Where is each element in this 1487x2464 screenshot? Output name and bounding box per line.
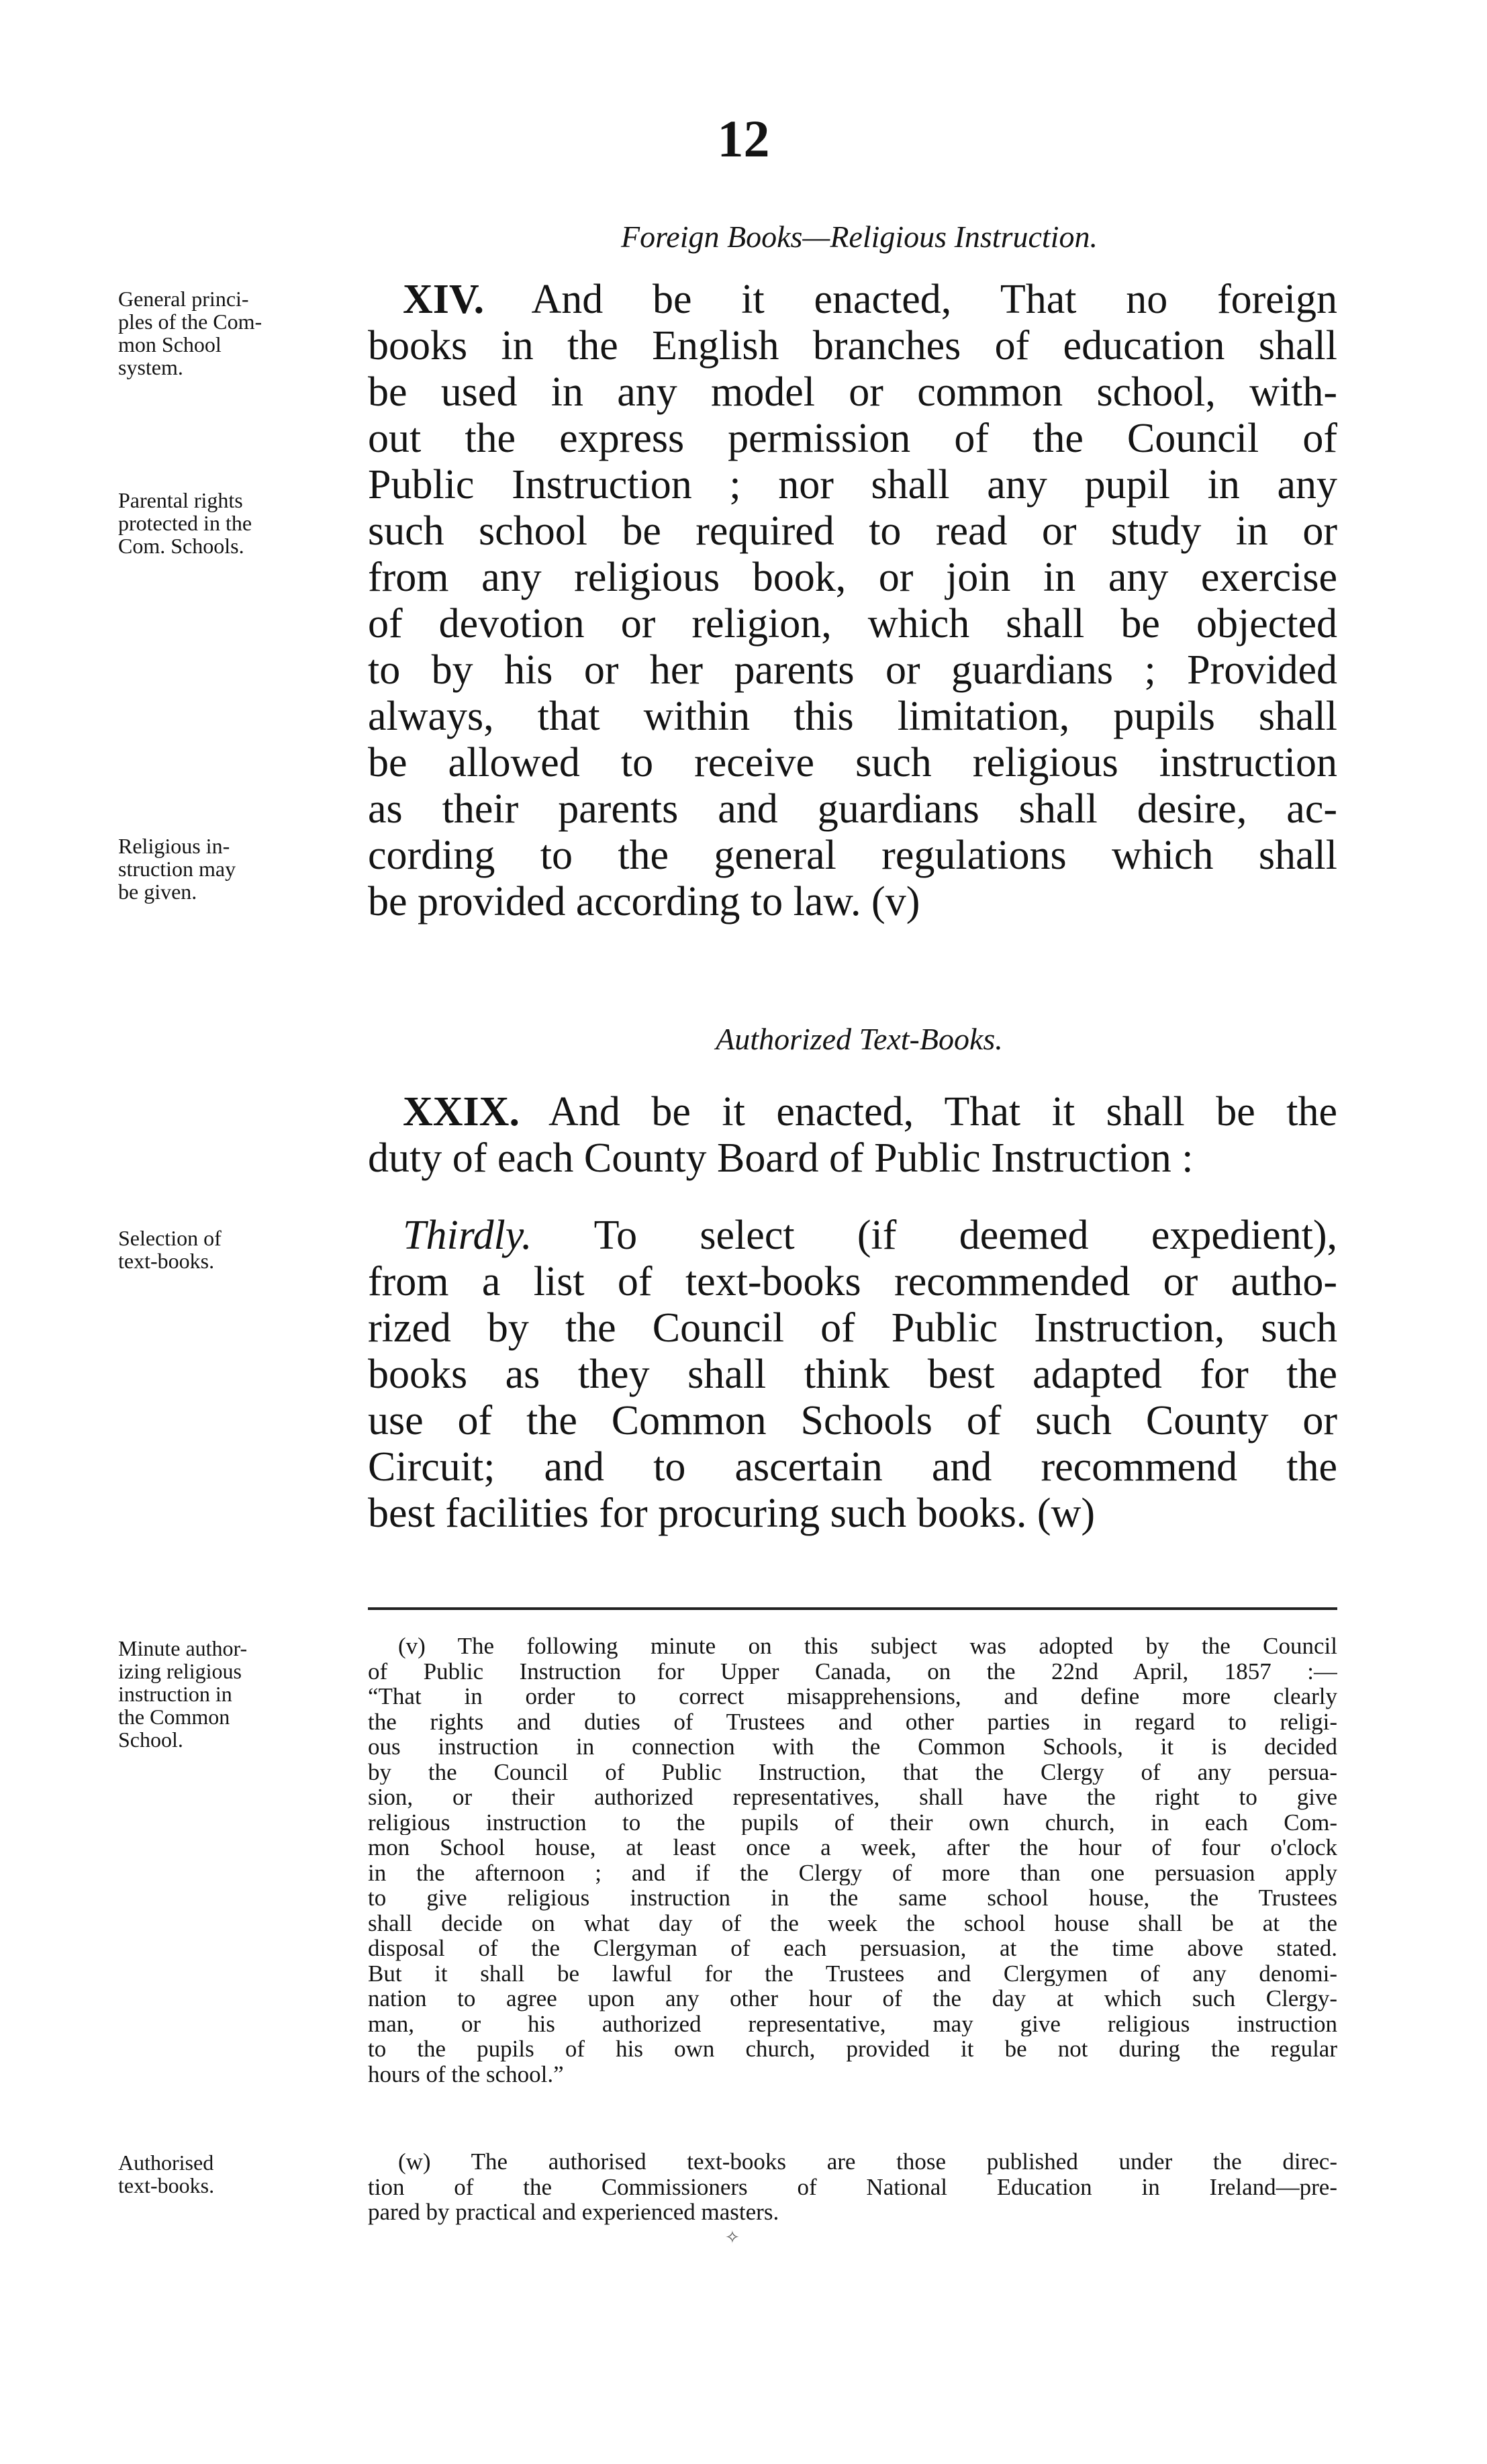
footnote-line: “That in order to correct misapprehensions, and define more clearly bbox=[368, 1684, 1337, 1709]
footnote-w bbox=[368, 2149, 1337, 2225]
footnote-line: hours of the school.” bbox=[368, 2061, 564, 2087]
body-line: XIV. And be it enacted, That no foreign bbox=[403, 277, 1337, 322]
footnote-line: the rights and duties of Trustees and other parties in regard to religi- bbox=[368, 1709, 1337, 1734]
footnote-divider bbox=[368, 1607, 1337, 1610]
footnote-line: shall decide on what day of the week the school house shall be at the bbox=[368, 1910, 1337, 1936]
footnote-line: to the pupils of his own church, provided it be not during the regular bbox=[368, 2036, 1337, 2062]
section-numeral: XXIX. bbox=[403, 1089, 520, 1135]
running-head-authorized-text-books: Authorized Text-Books. bbox=[716, 1022, 1003, 1056]
body-line: as their parents and guardians shall desire, ac- bbox=[368, 786, 1337, 832]
footnote-line: But it shall be lawful for the Trustees and Clergymen of any denomi- bbox=[368, 1960, 1337, 1986]
sidenote-general-principles: General princi- ples of the Com- mon School system. bbox=[118, 287, 262, 379]
body-line: to by his or her parents or guardians ; Provided bbox=[368, 647, 1337, 693]
footnote-line: religious instruction to the pupils of their own church, in each Com- bbox=[368, 1809, 1337, 1835]
page-number: 12 bbox=[717, 109, 770, 168]
body-line: best facilities for procuring such books. (w) bbox=[368, 1490, 1096, 1536]
section-xxix bbox=[368, 1089, 1337, 1182]
body-line: be used in any model or common school, with- bbox=[368, 369, 1337, 415]
body-line: from any religious book, or join in any exercise bbox=[368, 555, 1337, 600]
body-line: of devotion or religion, which shall be objected bbox=[368, 601, 1337, 647]
body-line: Thirdly. To select (if deemed expedient), bbox=[403, 1213, 1337, 1258]
thirdly-lead: Thirdly. bbox=[403, 1213, 532, 1258]
running-head-foreign-books: Foreign Books—Religious Instruction. bbox=[621, 220, 1098, 254]
body-line: Public Instruction ; nor shall any pupil in any bbox=[368, 462, 1337, 508]
printer-mark-icon: ✧ bbox=[725, 2228, 740, 2247]
footnote-line: tion of the Commissioners of National Education in Ireland—pre- bbox=[368, 2174, 1337, 2199]
body-line: cording to the general regulations which shall bbox=[368, 833, 1337, 878]
footnote-line: ous instruction in connection with the Common Schools, it is decided bbox=[368, 1734, 1337, 1760]
footnote-line: sion, or their authorized representatives, shall have the right to give bbox=[368, 1785, 1337, 1810]
section-xiv bbox=[368, 277, 1337, 925]
footnote-line: disposal of the Clergyman of each persuasion, at the time above stated. bbox=[368, 1936, 1337, 1961]
body-line: be allowed to receive such religious instruction bbox=[368, 740, 1337, 786]
footnote-line: (v) The following minute on this subject was adopted by the Council bbox=[398, 1633, 1337, 1659]
sidenote-selection-of-text-books: Selection of text-books. bbox=[118, 1226, 222, 1273]
footnote-line: (w) The authorised text-books are those published under the direc- bbox=[398, 2149, 1337, 2175]
footnote-line: in the afternoon ; and if the Clergy of more than one persuasion apply bbox=[368, 1860, 1337, 1885]
section-numeral: XIV. bbox=[403, 277, 485, 322]
sidenote-authorised-text-books: Authorised text-books. bbox=[118, 2150, 215, 2197]
footnote-v bbox=[368, 1633, 1337, 2087]
footnote-line: man, or his authorized representative, may give religious instruction bbox=[368, 2011, 1337, 2036]
body-line: from a list of text-books recommended or autho- bbox=[368, 1259, 1337, 1305]
body-line: rized by the Council of Public Instruction, such bbox=[368, 1305, 1337, 1351]
body-line: out the express permission of the Council of bbox=[368, 416, 1337, 461]
footnote-line: to give religious instruction in the same school house, the Trustees bbox=[368, 1885, 1337, 1911]
thirdly-clause bbox=[368, 1213, 1337, 1537]
body-line: Circuit; and to ascertain and recommend the bbox=[368, 1444, 1337, 1490]
body-line: duty of each County Board of Public Instruction : bbox=[368, 1135, 1194, 1181]
body-line: books in the English branches of education shall bbox=[368, 323, 1337, 369]
body-line: XXIX. And be it enacted, That it shall be the bbox=[403, 1089, 1337, 1135]
sidenote-parental-rights: Parental rights protected in the Com. Schools. bbox=[118, 488, 252, 558]
body-line: always, that within this limitation, pupils shall bbox=[368, 694, 1337, 739]
footnote-line: of Public Instruction for Upper Canada, on the 22nd April, 1857 :— bbox=[368, 1658, 1337, 1684]
footnote-line: by the Council of Public Instruction, that the Clergy of any persua- bbox=[368, 1759, 1337, 1785]
body-line: such school be required to read or study in or bbox=[368, 508, 1337, 554]
footnote-line: mon School house, at least once a week, after the hour of four o'clock bbox=[368, 1835, 1337, 1860]
footnote-line: nation to agree upon any other hour of the day at which such Clergy- bbox=[368, 1986, 1337, 2011]
footnote-line: pared by practical and experienced masters. bbox=[368, 2199, 779, 2225]
sidenote-minute-authorizing: Minute author- izing religious instruction in the Common School. bbox=[118, 1636, 248, 1752]
sidenote-religious-instruction: Religious in- struction may be given. bbox=[118, 834, 236, 904]
body-line: be provided according to law. (v) bbox=[368, 879, 920, 925]
body-line: books as they shall think best adapted for the bbox=[368, 1352, 1337, 1397]
body-line: use of the Common Schools of such County or bbox=[368, 1398, 1337, 1443]
